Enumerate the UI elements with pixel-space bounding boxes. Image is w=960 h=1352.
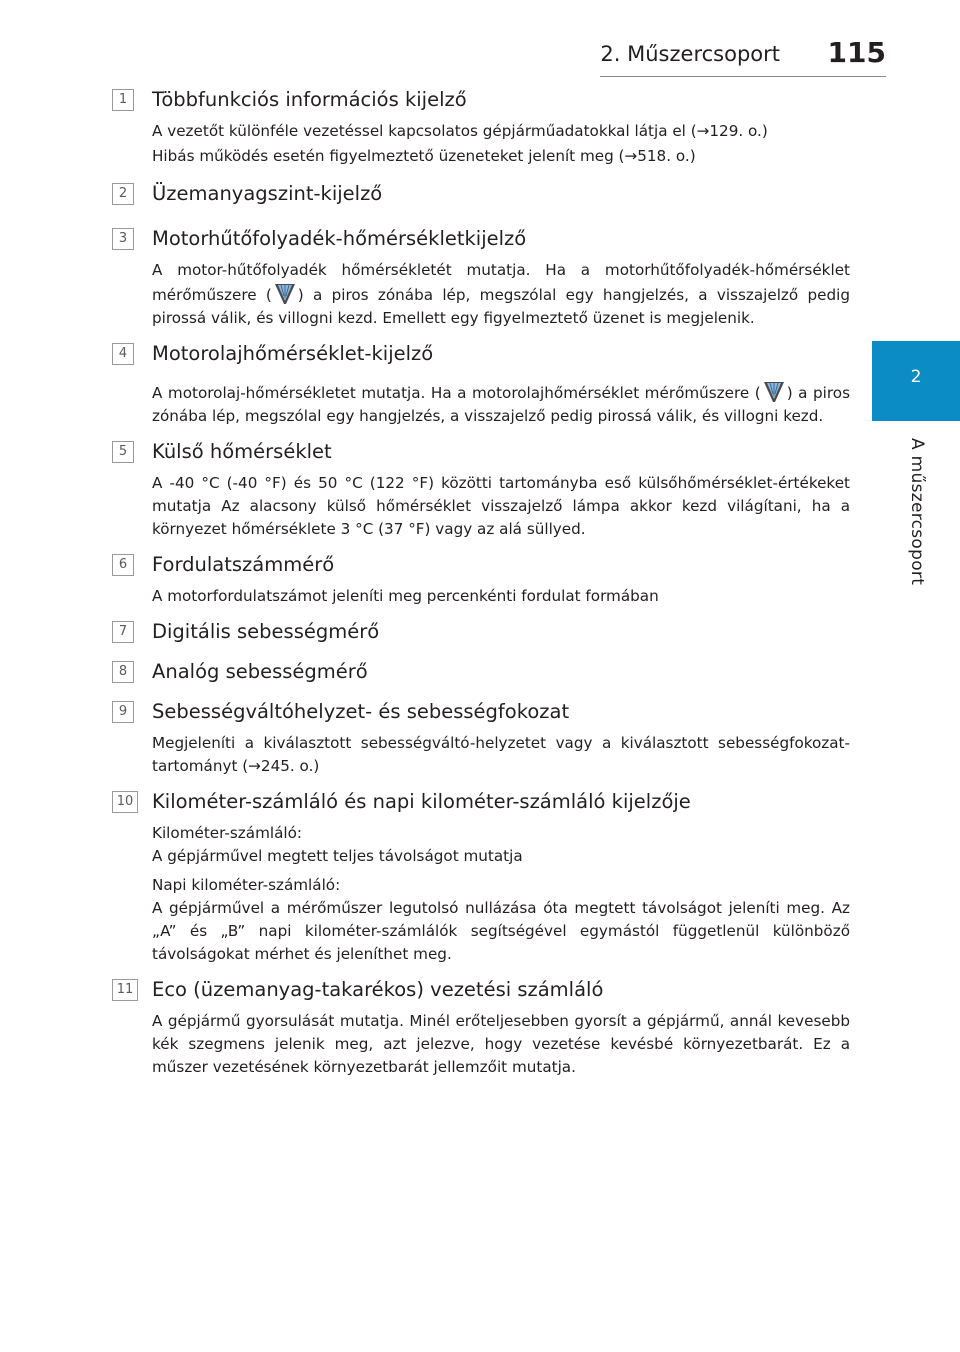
item-title: Motorolajhőmérséklet-kijelző xyxy=(152,342,434,365)
item-description: Megjeleníti a kiválasztott sebességváltó-helyzetet vagy a kiválasztott sebességfokozat-tartományt (→245. o.) xyxy=(152,734,850,775)
desc-line: A vezetőt különféle vezetéssel kapcsolatos gépjárműadatokkal látja el (→129. o.) xyxy=(152,122,768,140)
item-10 xyxy=(112,786,850,966)
header-rule xyxy=(600,76,886,77)
temperature-gauge-icon xyxy=(762,380,786,404)
item-number: 10 xyxy=(112,791,138,813)
item-7 xyxy=(112,616,850,648)
item-title: Motorhűtőfolyadék-hőmérsékletkijelző xyxy=(152,227,527,250)
item-number: 2 xyxy=(112,183,134,205)
item-number: 6 xyxy=(112,554,134,576)
item-11 xyxy=(112,974,850,1079)
item-title: Üzemanyagszint-kijelző xyxy=(152,182,383,205)
item-description: A -40 °C (-40 °F) és 50 °C (122 °F) közötti tartományba eső külsőhőmérséklet-értékeket mutatja Az alacsony külső hőmérséklet visszajelző lámpa akkor kezd világítani, ha a környezet hőmérséklete 3 °C (37 °F) vagy az alá süllyed. xyxy=(152,474,850,538)
desc-line: Hibás működés esetén figyelmeztető üzeneteket jelenít meg (→518. o.) xyxy=(152,147,696,165)
item-number: 4 xyxy=(112,343,134,365)
item-1 xyxy=(112,84,850,168)
desc-line: Kilométer-számláló: xyxy=(152,824,303,842)
item-title: Digitális sebességmérő xyxy=(152,620,380,643)
item-9 xyxy=(112,696,850,778)
item-title: Analóg sebességmérő xyxy=(152,660,368,683)
desc-text: ) a piros zónába lép, megszólal egy hangjelzés, a visszajelző pedig pirossá válik, és villogni kezd. xyxy=(152,384,850,425)
desc-text: A motor-hűtőfolyadék hőmérsékletét mutatja. Ha a motorhűtőfolyadék-hőmérséklet mérőműszere ( xyxy=(152,261,850,304)
item-number: 3 xyxy=(112,228,134,250)
item-description xyxy=(152,822,850,966)
desc-line: Napi kilométer-számláló: xyxy=(152,876,341,894)
chapter-number: 2 xyxy=(910,367,922,387)
item-title: Többfunkciós információs kijelző xyxy=(152,88,467,111)
desc-line: A gépjárművel megtett teljes távolságot mutatja xyxy=(152,847,523,865)
item-8 xyxy=(112,656,850,688)
item-title: Eco (üzemanyag-takarékos) vezetési számláló xyxy=(152,978,604,1001)
desc-text: A motorolaj-hőmérsékletet mutatja. Ha a motorolajhőmérséklet mérőműszere ( xyxy=(152,384,761,402)
desc-line: A gépjárművel a mérőműszer legutolsó nullázása óta megtett távolságot jeleníti meg. Az „A” és „B” napi kilométer-számlálók segítségével egymástól függetlenül különböző távolságokat mérhet és jeleníthet meg. xyxy=(152,899,850,963)
item-number: 11 xyxy=(112,979,138,1001)
item-title: Fordulatszámmérő xyxy=(152,553,335,576)
item-6 xyxy=(112,549,850,608)
chapter-tab xyxy=(872,341,960,421)
temperature-gauge-icon xyxy=(273,282,297,306)
desc-text: ) a piros zónába lép, megszólal egy hangjelzés, a visszajelző pedig pirossá válik, és villogni kezd. Emellett egy figyelmeztető üzenet is megjelenik. xyxy=(152,286,850,327)
item-4 xyxy=(112,338,850,428)
item-number: 1 xyxy=(112,89,134,111)
item-5 xyxy=(112,436,850,541)
item-3 xyxy=(112,223,850,330)
item-description xyxy=(152,380,850,428)
page-number: 115 xyxy=(827,36,886,69)
section-title: 2. Műszercsoport xyxy=(600,42,780,66)
item-title: Külső hőmérséklet xyxy=(152,440,332,463)
item-description: A gépjármű gyorsulását mutatja. Minél erőteljesebben gyorsít a gépjármű, annál kevesebb kék szegmens jelenik meg, azt jelezve, hogy vezetése kevésbé környezetbarát. Ez a műszer vezetésének környezetbarát jellemzőit mutatja. xyxy=(152,1012,850,1076)
item-title: Sebességváltóhelyzet- és sebességfokozat xyxy=(152,700,570,723)
chapter-label: A műszercsoport xyxy=(907,438,927,586)
item-number: 8 xyxy=(112,661,134,683)
item-number: 5 xyxy=(112,441,134,463)
item-description xyxy=(152,259,850,330)
item-number: 9 xyxy=(112,701,134,723)
content xyxy=(112,84,850,1079)
item-title: Kilométer-számláló és napi kilométer-számláló kijelzője xyxy=(152,790,691,813)
item-number: 7 xyxy=(112,621,134,643)
item-description: A motorfordulatszámot jeleníti meg percenkénti fordulat formában xyxy=(152,587,659,605)
item-description xyxy=(152,120,850,168)
item-2 xyxy=(112,178,850,210)
